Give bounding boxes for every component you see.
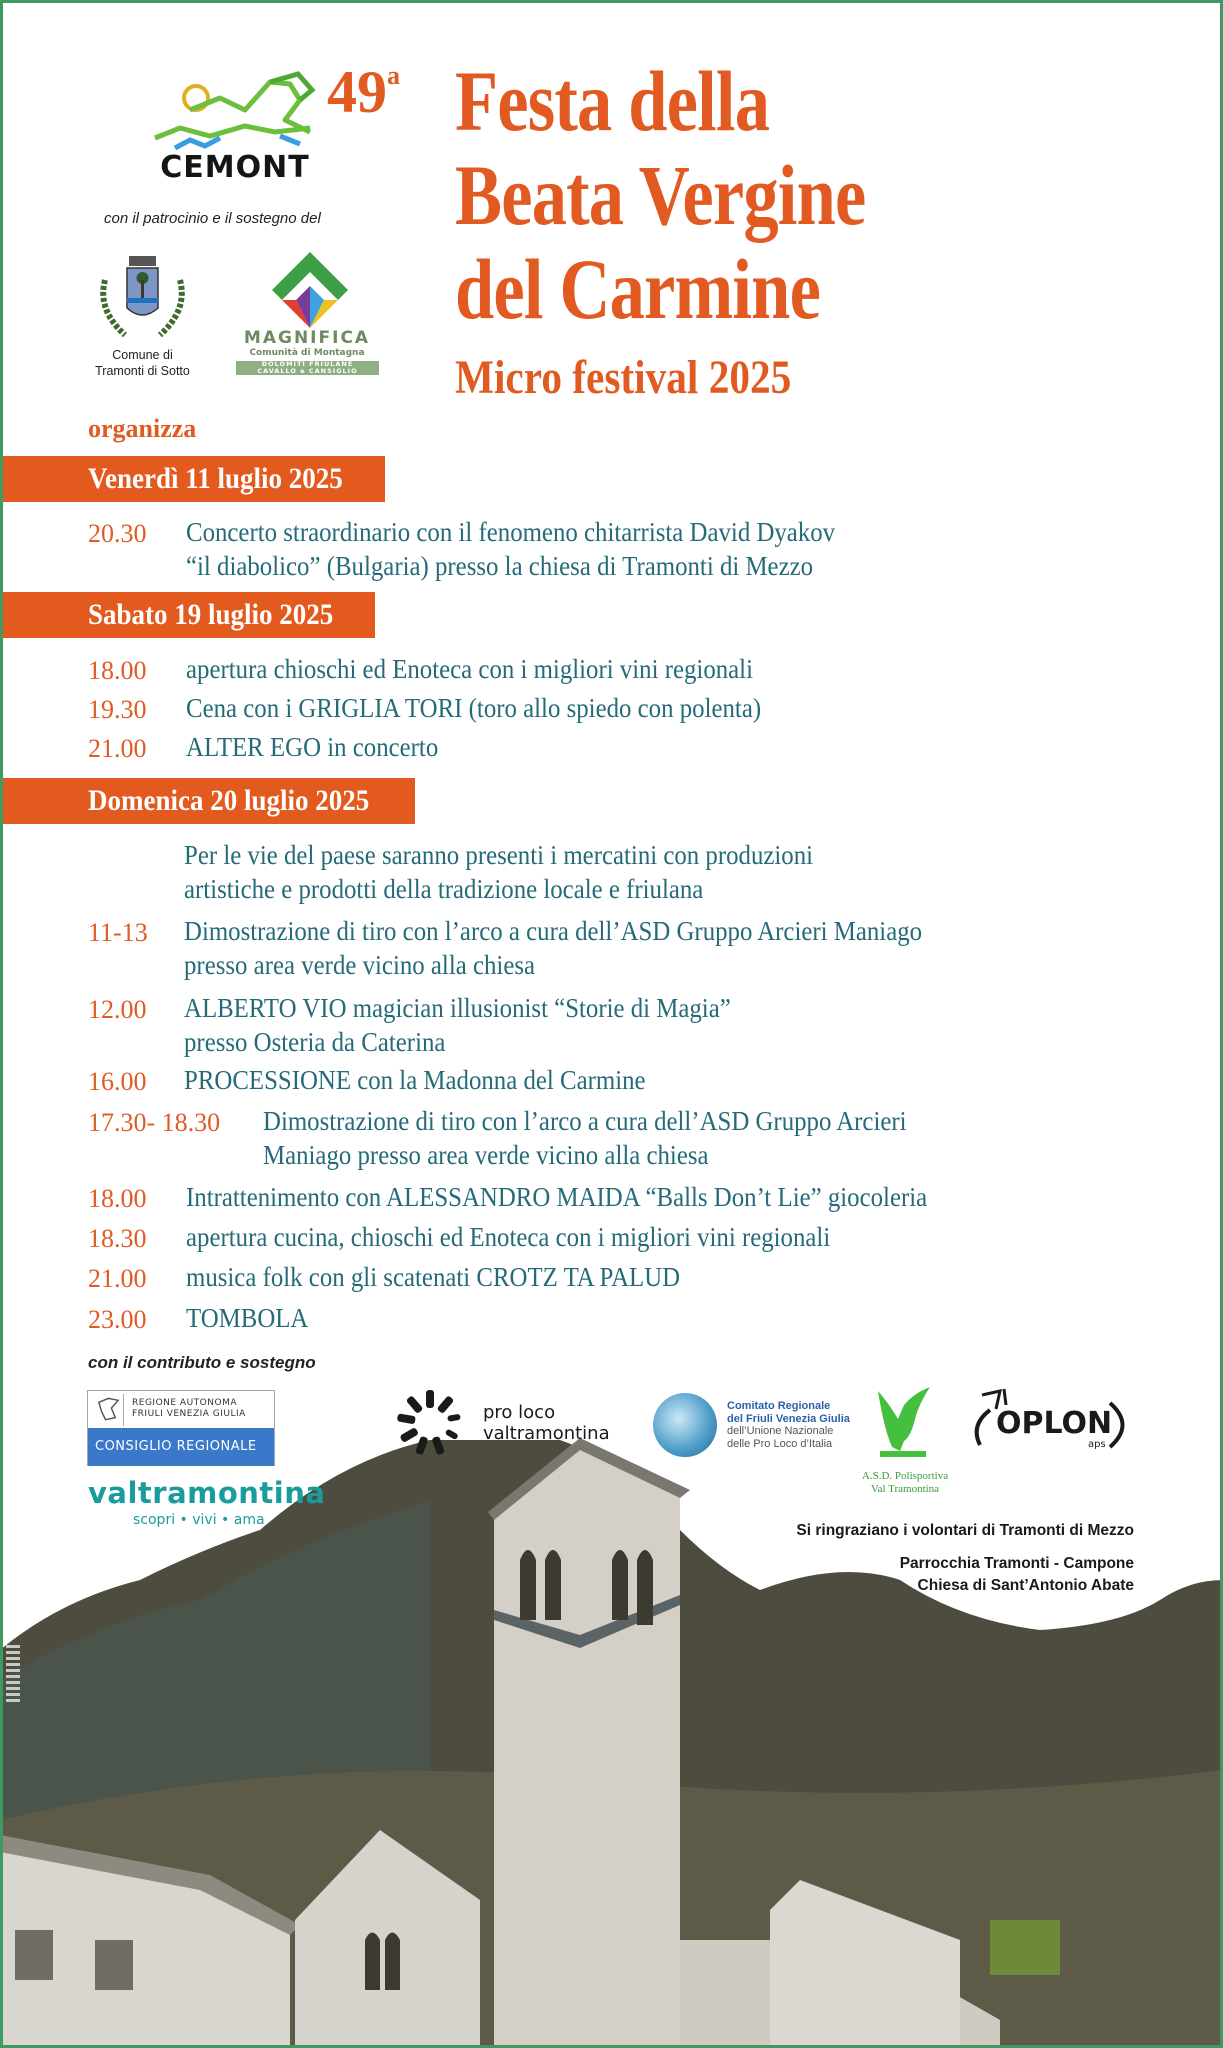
event-description xyxy=(184,838,813,906)
oplon-logo xyxy=(970,1385,1130,1460)
comune-label-line2: Tramonti di Sotto xyxy=(95,364,190,379)
event-line: Dimostrazione di tiro con l’arco a cura dell’ASD Gruppo Arcieri xyxy=(263,1106,907,1136)
proloco-line2: valtramontina xyxy=(483,1423,610,1444)
polisportiva-name xyxy=(850,1470,960,1496)
cemont-wordmark: CEMONT xyxy=(160,150,310,185)
day-label: Sabato 19 luglio 2025 xyxy=(88,598,334,631)
magnifica-subtitle: Comunità di Montagna xyxy=(249,348,365,358)
event-description: Cena con i GRIGLIA TORI (toro allo spiedo con polenta) xyxy=(186,693,762,723)
event-description xyxy=(184,914,922,982)
green-eagle-icon xyxy=(870,1385,936,1463)
eagle-icon xyxy=(94,1394,124,1426)
day-label: Venerdì 11 luglio 2025 xyxy=(88,462,343,495)
event-time: 21.00 xyxy=(88,1264,147,1293)
event-description xyxy=(184,991,731,1059)
day-banner-saturday xyxy=(0,592,375,638)
edition-suffix: a xyxy=(387,61,400,90)
event-description: Intrattenimento con ALESSANDRO MAIDA “Balls Don’t Lie” giocoleria xyxy=(186,1182,928,1212)
consiglio-regionale-label: CONSIGLIO REGIONALE xyxy=(88,1428,274,1466)
comitato-line2: del Friuli Venezia Giulia xyxy=(727,1412,850,1425)
title-line-3: del Carmine xyxy=(455,241,821,337)
comune-label xyxy=(80,347,205,380)
event-time: 17.30- 18.30 xyxy=(88,1108,221,1137)
parish-credit xyxy=(900,1553,1134,1597)
edition-number-value: 49 xyxy=(327,59,387,125)
regione-line2: FRIULI VENEZIA GIULIA xyxy=(132,1409,246,1419)
event-time: 20.30 xyxy=(88,519,147,548)
parish-line2: Chiesa di Sant’Antonio Abate xyxy=(917,1577,1134,1594)
volunteers-thanks: Si ringraziano i volontari di Tramonti di Mezzo xyxy=(796,1522,1134,1539)
event-line: ALBERTO VIO magician illusionist “Storie di Magia” xyxy=(184,993,731,1023)
organizza-label: organizza xyxy=(88,414,197,443)
parish-line1: Parrocchia Tramonti - Campone xyxy=(899,1555,1134,1572)
event-line: Maniago presso area verde vicino alla chiesa xyxy=(263,1140,709,1170)
event-description: ALTER EGO in concerto xyxy=(186,732,439,762)
event-description xyxy=(186,515,835,583)
comitato-line3: dell’Unione Nazionale xyxy=(727,1425,834,1437)
comitato-line1: Comitato Regionale xyxy=(727,1400,831,1412)
event-time: 16.00 xyxy=(88,1067,147,1096)
proloco-sunburst-icon xyxy=(395,1388,465,1458)
contributo-label: con il contributo e sostegno xyxy=(88,1353,316,1372)
event-description: TOMBOLA xyxy=(186,1303,309,1333)
festival-subtitle: Micro festival 2025 xyxy=(455,351,792,404)
day-label: Domenica 20 luglio 2025 xyxy=(88,784,370,817)
magnifica-title: MAGNIFICA xyxy=(243,328,371,348)
event-line: Per le vie del paese saranno presenti i mercatini con produzioni xyxy=(184,840,814,870)
event-description xyxy=(263,1104,907,1172)
magnifica-logo-icon xyxy=(270,250,350,330)
polisportiva-line2: Val Tramontina xyxy=(870,1483,940,1495)
title-line-2: Beata Vergine xyxy=(455,147,866,243)
event-time: 21.00 xyxy=(88,734,147,763)
regione-header xyxy=(88,1391,274,1428)
magnifica-band-line1: DOLOMITI FRIULANE xyxy=(261,360,354,368)
event-description: musica folk con gli scatenati CROTZ TA PALUD xyxy=(186,1262,681,1292)
event-line: “il diabolico” (Bulgaria) presso la chiesa di Tramonti di Mezzo xyxy=(186,551,814,581)
title-line-1: Festa della xyxy=(455,53,770,149)
event-description: apertura cucina, chioschi ed Enoteca con i migliori vini regionali xyxy=(186,1222,831,1252)
patronage-label: con il patrocinio e il sostegno del xyxy=(104,210,321,227)
proloco-line1: pro loco xyxy=(483,1402,556,1423)
valtramontina-tagline: scopri • vivi • ama xyxy=(133,1512,265,1528)
event-line: presso area verde vicino alla chiesa xyxy=(184,950,536,980)
proloco-name xyxy=(483,1402,610,1444)
studio-watermark xyxy=(6,1645,20,1705)
event-time: 18.00 xyxy=(88,656,147,685)
event-time: 18.00 xyxy=(88,1184,147,1213)
event-time: 19.30 xyxy=(88,695,147,724)
comune-label-line1: Comune di xyxy=(112,348,173,362)
edition-number xyxy=(327,58,400,127)
valtramontina-wordmark: valtramontina xyxy=(88,1476,326,1510)
oplon-suffix: aps xyxy=(1088,1439,1106,1450)
comune-crest-icon xyxy=(95,250,190,345)
regione-lines xyxy=(132,1398,246,1420)
event-line: Dimostrazione di tiro con l’arco a cura dell’ASD Gruppo Arcieri Maniago xyxy=(184,916,923,946)
bell-tower xyxy=(494,1440,680,2048)
polisportiva-line1: A.S.D. Polisportiva xyxy=(861,1470,949,1482)
event-description: apertura chioschi ed Enoteca con i migliori vini regionali xyxy=(186,654,753,684)
regione-fvg-logo xyxy=(87,1390,275,1466)
magnifica-band-line2: CAVALLO e CANSIGLIO xyxy=(257,367,358,375)
day-banner-friday xyxy=(0,456,385,502)
event-line: Concerto straordinario con il fenomeno chitarrista David Dyakov xyxy=(186,517,836,547)
comitato-bird-icon xyxy=(653,1393,717,1457)
event-time: 11-13 xyxy=(88,918,148,947)
regione-line1: REGIONE AUTONOMA xyxy=(132,1398,237,1408)
event-time: 18.30 xyxy=(88,1224,147,1253)
event-time: 12.00 xyxy=(88,995,147,1024)
comitato-regionale-text xyxy=(727,1400,850,1450)
event-time: 23.00 xyxy=(88,1305,147,1334)
comitato-line4: delle Pro Loco d’Italia xyxy=(727,1437,833,1450)
magnifica-band xyxy=(236,361,379,375)
oplon-name: OPLON xyxy=(996,1406,1113,1441)
event-line: artistiche e prodotti della tradizione locale e friulana xyxy=(184,874,704,904)
day-banner-sunday xyxy=(0,778,415,824)
event-description: PROCESSIONE con la Madonna del Carmine xyxy=(184,1065,646,1095)
event-line: presso Osteria da Caterina xyxy=(184,1027,446,1057)
